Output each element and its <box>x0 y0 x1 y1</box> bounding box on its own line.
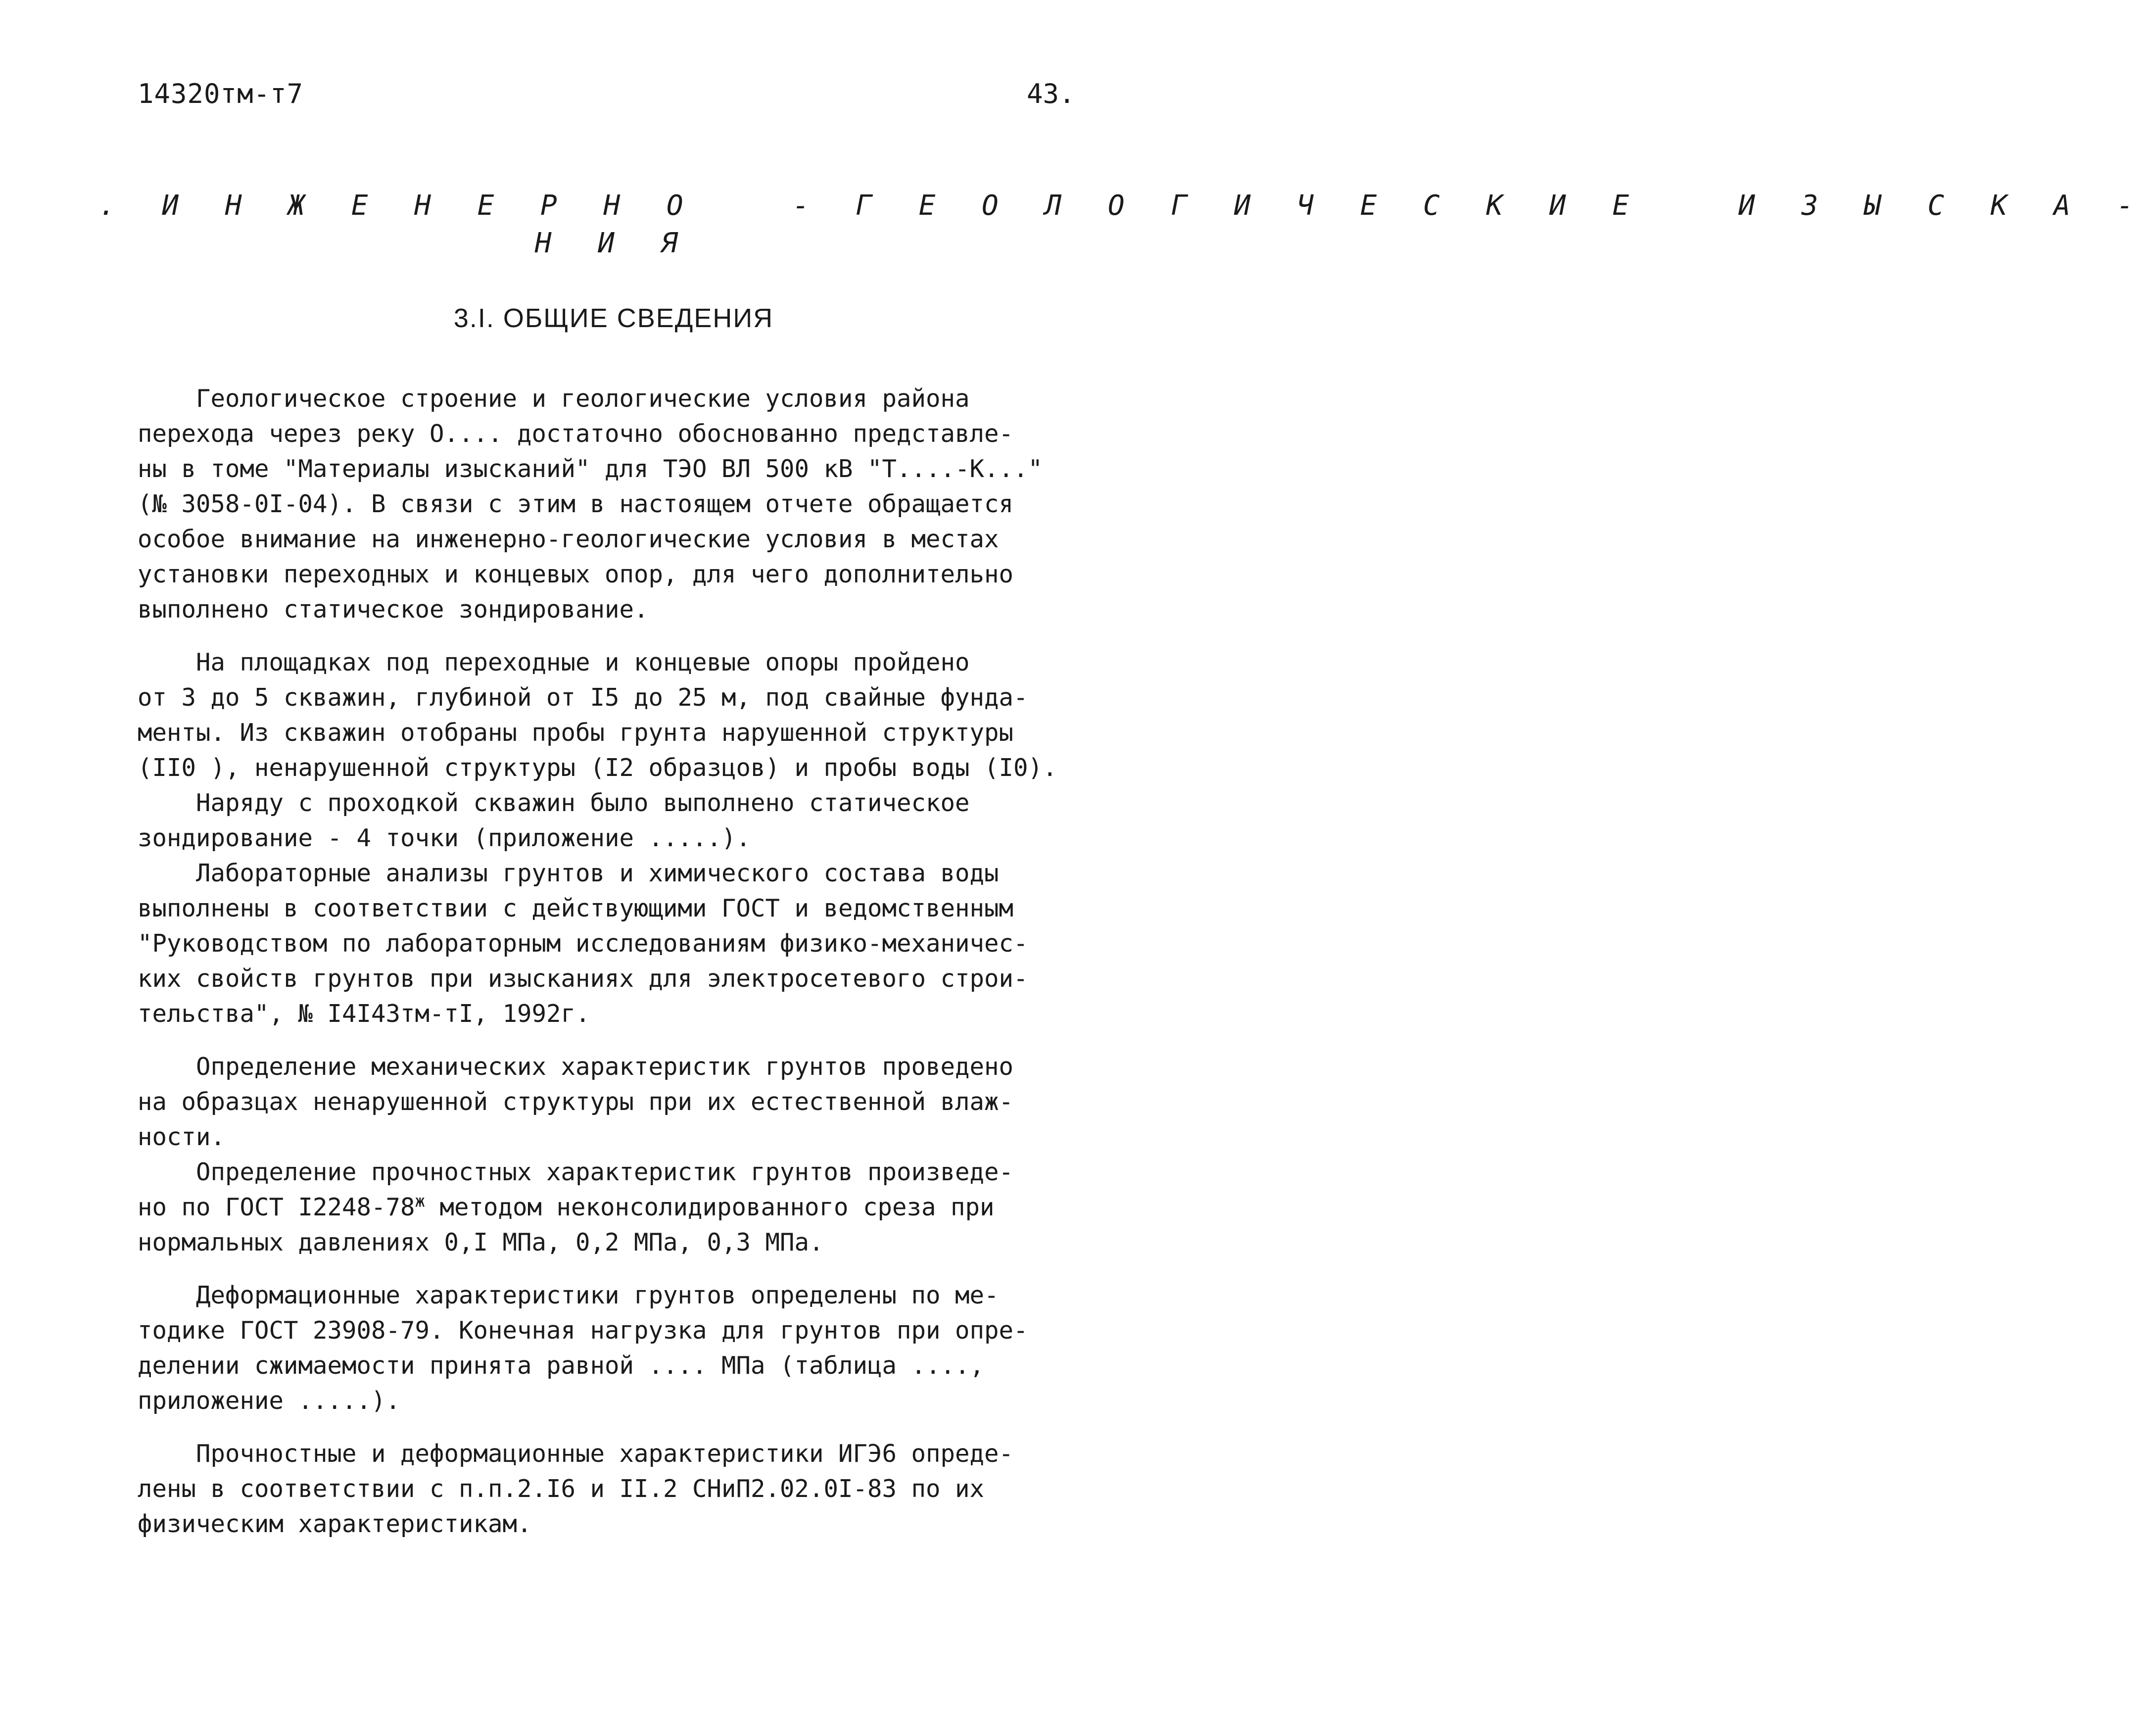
text-line: делении сжимаемости принята равной .... МПа (таблица ...., <box>138 1351 985 1380</box>
document-code: 14320тм-т7 <box>138 78 304 109</box>
text-line: на образцах ненарушенной структуры при их естественной влаж- <box>138 1088 1014 1116</box>
text-line: На площадках под переходные и концевые опоры пройдено <box>138 648 970 676</box>
text-line: "Руководством по лабораторным исследованиям физико-механичес- <box>138 929 1028 958</box>
text-line: перехода через реку О.... достаточно обоснованно представле- <box>138 420 1014 448</box>
text-line: физическим характеристикам. <box>138 1510 532 1538</box>
superscript-mark: ж <box>415 1191 425 1211</box>
text-line: от 3 до 5 скважин, глубиной от I5 до 25 м, под свайные фунда- <box>138 683 1028 712</box>
text-line: выполнено статическое зондирование. <box>138 595 649 624</box>
text-line: Деформационные характеристики грунтов определены по ме- <box>138 1281 999 1309</box>
text-line: приложение .....). <box>138 1387 401 1415</box>
text-line: лены в соответствии с п.п.2.I6 и II.2 СНиП2.02.0I-83 по их <box>138 1475 985 1503</box>
text-segment: но по ГОСТ I2248-78 <box>138 1193 415 1221</box>
page-number: 43. <box>1027 78 1075 109</box>
text-line: ности. <box>138 1123 226 1151</box>
section-title <box>99 187 2148 262</box>
paragraph-4 <box>138 1278 1107 1418</box>
text-line: тельства", № I4I43тм-тI, 1992г. <box>138 1000 590 1028</box>
paragraph-5 <box>138 1436 1107 1542</box>
text-line: тодике ГОСТ 23908-79. Конечная нагрузка для грунтов при опре- <box>138 1316 1028 1345</box>
text-line: Определение прочностных характеристик грунтов произведе- <box>138 1158 1014 1186</box>
subsection-title: 3.I. ОБЩИЕ СВЕДЕНИЯ <box>453 303 774 333</box>
paragraph-3 <box>138 1049 1107 1260</box>
text-line: ких свойств грунтов при изысканиях для электросетевого строи- <box>138 964 1028 993</box>
body-text <box>138 381 1107 1542</box>
text-line: (II0 ), ненарушенной структуры (I2 образцов) и пробы воды (I0). <box>138 754 1057 782</box>
text-line: Наряду с проходкой скважин было выполнено статическое <box>138 789 970 817</box>
text-line: выполнены в соответствии с действующими ГОСТ и ведомственным <box>138 894 1014 922</box>
text-line: зондирование - 4 точки (приложение .....). <box>138 824 751 852</box>
text-line: нормальных давлениях 0,I МПа, 0,2 МПа, 0,3 МПа. <box>138 1228 824 1256</box>
text-line: ны в томе "Материалы изысканий" для ТЭО ВЛ 500 кВ "Т....-К..." <box>138 455 1043 483</box>
paragraph-1 <box>138 381 1107 627</box>
section-title-line-2: Н И Я <box>534 227 693 259</box>
text-line: менты. Из скважин отобраны пробы грунта нарушенной структуры <box>138 719 1014 747</box>
section-title-line-1: . И Н Ж Е Н Е Р Н О - Г Е О Л О Г И Ч Е С К И Е И З Ы С К А - <box>99 190 2148 222</box>
text-line: Определение механических характеристик грунтов проведено <box>138 1053 1014 1081</box>
text-line: Геологическое строение и геологические условия района <box>138 385 970 413</box>
text-segment: методом неконсолидированного среза при <box>425 1193 995 1221</box>
text-line: Прочностные и деформационные характеристики ИГЭ6 опреде- <box>138 1440 1014 1468</box>
paragraph-2 <box>138 645 1107 1031</box>
text-line-with-superscript <box>138 1190 1107 1225</box>
text-line: установки переходных и концевых опор, для чего дополнительно <box>138 560 1014 588</box>
text-line: (№ 3058-0I-04). В связи с этим в настоящем отчете обращается <box>138 490 1014 518</box>
text-line: Лабораторные анализы грунтов и химического состава воды <box>138 859 999 887</box>
text-line: особое внимание на инженерно-геологические условия в местах <box>138 525 999 553</box>
